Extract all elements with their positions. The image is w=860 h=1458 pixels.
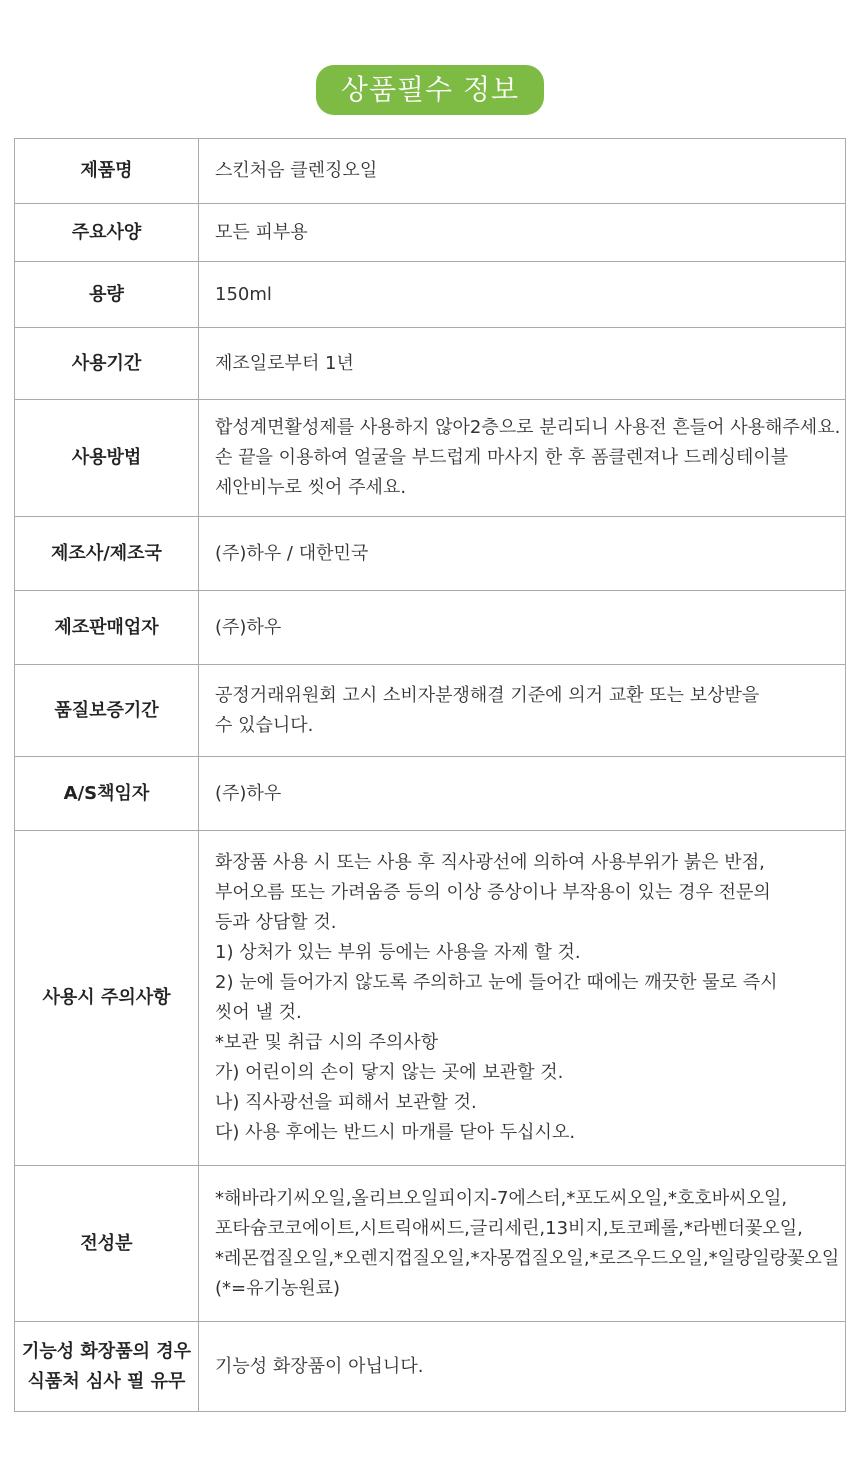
row-label	[15, 591, 199, 665]
row-value	[199, 517, 846, 591]
row-label	[15, 328, 199, 400]
table-row	[15, 1166, 846, 1322]
row-label-text: 사용기간	[71, 352, 142, 374]
row-value	[199, 1166, 846, 1322]
row-value-line: 제조일로부터 1년	[215, 352, 354, 374]
row-value-line: 수 있습니다.	[215, 714, 314, 736]
row-value	[199, 328, 846, 400]
row-label-text: 사용시 주의사항	[42, 987, 171, 1008]
row-value-line: 포타슘코코에이트,시트릭애씨드,글리세린,13비지,토코페롤,*라벤더꽃오일,	[215, 1217, 803, 1239]
row-value-line: 합성계면활성제를 사용하지 않아2층으로 분리되니 사용전 흔들어 사용해주세요.	[215, 417, 841, 438]
row-value	[199, 831, 846, 1166]
row-label	[15, 517, 199, 591]
row-label	[15, 400, 199, 517]
row-value-line: *해바라기씨오일,올리브오일피이지-7에스터,*포도씨오일,*호호바씨오일,	[215, 1187, 788, 1209]
row-label	[15, 139, 199, 204]
row-value	[199, 591, 846, 665]
row-label-text: 주요사양	[71, 221, 142, 243]
row-value	[199, 757, 846, 831]
row-value-line: 등과 상담할 것.	[215, 912, 337, 933]
row-value	[199, 262, 846, 328]
row-value-line: 세안비누로 씻어 주세요.	[215, 477, 407, 498]
row-label	[15, 204, 199, 262]
row-value-line: 씻어 낼 것.	[215, 1002, 302, 1023]
row-value	[199, 139, 846, 204]
row-value-line: 화장품 사용 시 또는 사용 후 직사광선에 의하여 사용부위가 붉은 반점,	[215, 852, 765, 873]
row-label-text: 용량	[89, 283, 124, 305]
row-label	[15, 831, 199, 1166]
row-value-line: 나) 직사광선을 피해서 보관할 것.	[215, 1092, 477, 1113]
row-label	[15, 1166, 199, 1322]
table-row	[15, 204, 846, 262]
row-value-line: *보관 및 취급 시의 주의사항	[215, 1032, 439, 1053]
table-row	[15, 400, 846, 517]
table-row	[15, 665, 846, 757]
table-row	[15, 139, 846, 204]
table-row	[15, 517, 846, 591]
row-label-text: 제품명	[80, 160, 133, 181]
row-value-line: 공정거래위원회 고시 소비자분쟁해결 기준에 의거 교환 또는 보상받을	[215, 684, 760, 706]
row-value-line: 가) 어린이의 손이 닿지 않는 곳에 보관할 것.	[215, 1062, 564, 1083]
row-label-text: 품질보증기간	[54, 699, 159, 721]
product-info-table	[14, 138, 846, 1412]
row-value-line: 모든 피부용	[215, 221, 308, 243]
row-value-line: (주)하우	[215, 616, 282, 638]
table-row	[15, 262, 846, 328]
row-value-line: (*=유기농원료)	[215, 1277, 341, 1299]
row-value-line: 스킨처음 클렌징오일	[215, 160, 378, 181]
row-label-text: 기능성 화장품의 경우	[21, 1340, 192, 1362]
table-row	[15, 1322, 846, 1412]
table-row	[15, 328, 846, 400]
row-value	[199, 665, 846, 757]
row-label-text: 전성분	[80, 1232, 133, 1254]
row-value-line: 기능성 화장품이 아닙니다.	[215, 1355, 424, 1377]
table-row	[15, 591, 846, 665]
row-value	[199, 400, 846, 517]
table-row	[15, 831, 846, 1166]
row-value-line: 150ml	[215, 283, 272, 305]
section-title-badge: 상품필수 정보	[316, 65, 544, 115]
row-label	[15, 262, 199, 328]
row-label-text: A/S책임자	[63, 782, 150, 804]
row-label-text: 제조판매업자	[54, 616, 159, 638]
row-value-line: 부어오름 또는 가려움증 등의 이상 증상이나 부작용이 있는 경우 전문의	[215, 882, 771, 903]
row-label	[15, 665, 199, 757]
row-value-line: 1) 상처가 있는 부위 등에는 사용을 자제 할 것.	[215, 942, 581, 963]
row-label	[15, 1322, 199, 1412]
row-value-line: *레몬껍질오일,*오렌지껍질오일,*자몽껍질오일,*로즈우드오일,*일랑일랑꽃오일	[215, 1247, 840, 1269]
table-row	[15, 757, 846, 831]
row-value-line: (주)하우	[215, 782, 282, 804]
row-label	[15, 757, 199, 831]
row-value-line: 다) 사용 후에는 반드시 마개를 닫아 두십시오.	[215, 1122, 576, 1143]
row-value-line: (주)하우 / 대한민국	[215, 542, 369, 564]
row-label-text: 사용방법	[71, 447, 142, 468]
row-label-text: 제조사/제조국	[51, 542, 162, 564]
row-value-line: 손 끝을 이용하여 얼굴을 부드럽게 마사지 한 후 폼클렌져나 드레싱테이블	[215, 447, 789, 468]
row-value	[199, 204, 846, 262]
row-value	[199, 1322, 846, 1412]
row-value-line: 2) 눈에 들어가지 않도록 주의하고 눈에 들어간 때에는 깨끗한 물로 즉시	[215, 972, 778, 993]
row-label-text: 식품처 심사 필 유무	[27, 1370, 186, 1392]
